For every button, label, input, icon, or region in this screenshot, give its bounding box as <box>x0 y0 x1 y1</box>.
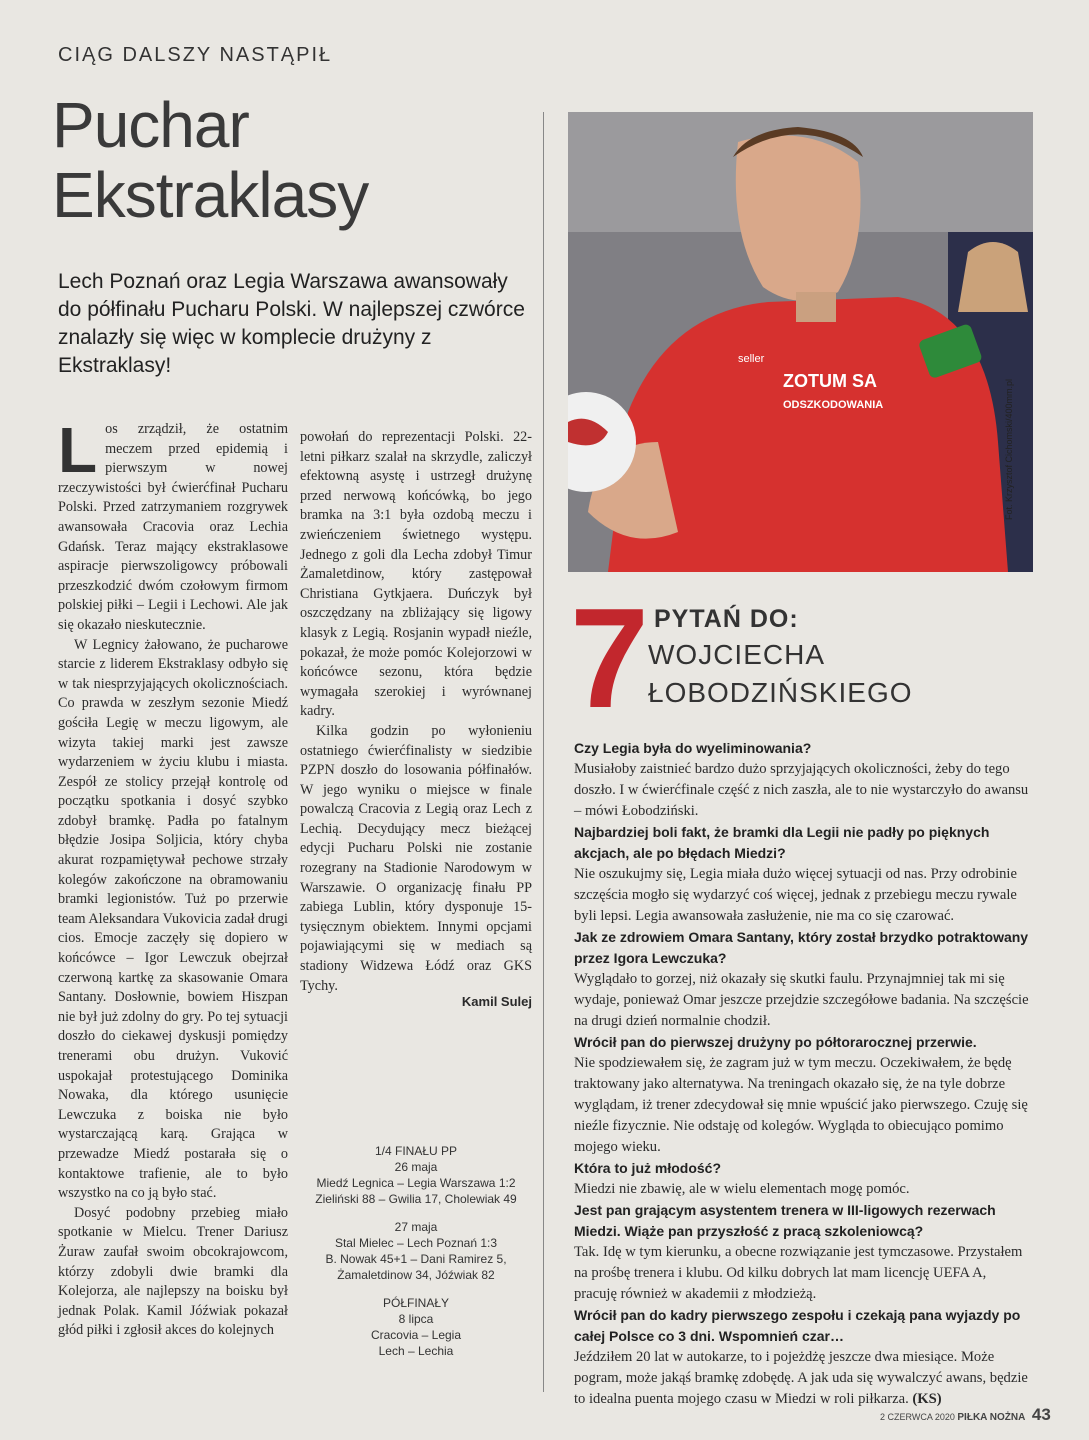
issue-date: 2 CZERWCA 2020 <box>880 1412 955 1422</box>
semis-heading: PÓŁFINAŁY <box>382 1296 450 1310</box>
interview-signature: (KS) <box>912 1391 942 1407</box>
paragraph: W Legnicy żałowano, że pucharowe starcie z liderem Ekstraklasy odbyło się w tak niesprzyjających okolicznościach. Co prawda w zeszłym sezonie Miedź gościła Legię w meczu ligowym, ale wizyta takiej marki jest zawsze wydarzeniem w życiu klubu i miasta. Zespół ze stolicy przejął kontrolę od początku spotkania i dosyć szybko zdobył bramkę. Padła po fatalnym błędzie Josipa Soljicia, który chyba akurat rozpamiętywał pechowe strzały kolegów zakończone na obramowaniu bramki legionistów. Tuż po przerwie team Aleksandara Vukovicia zadał drugi cios. Emocje zaczęły się dopiero w końcówce – Igor Lewczuk obejrzał czerwoną kartkę za skasowanie Omara Santany. Dosłownie, bowiem Hiszpan nie był już zdolny do gry. Po tej sytuacji doszło do ciekawej dyskusji pomiędzy trenerami obu drużyn. Vuković uspokajał protestującego Dominika Nowaka, dla którego usunięcie Lewczuka z boiska nie było wystarczającą karą. Grająca w przewadze Miedź postarała się o kontaktowe trafienie, ale to było wszystko na co ją było stać. <box>58 636 288 1202</box>
answer: Musiałoby zaistnieć bardzo dużo sprzyjających okoliczności, żeby do tego doszło. I w ćwierćfinale część z nich zaszła, ale to nie wystarczyło do awansu – mówi Łobodziński. <box>574 761 1029 819</box>
interview-body <box>574 738 1030 1410</box>
author-byline: Kamil Sulej <box>461 994 532 1009</box>
interview-label: PYTAŃ DO: <box>654 605 799 633</box>
match-date: 27 maja <box>394 1220 438 1234</box>
interview-header <box>570 579 1040 738</box>
page-number: 43 <box>1031 1405 1051 1424</box>
column-divider <box>543 112 544 1392</box>
interview-number: 7 <box>570 579 649 738</box>
kit-brand-text: seller <box>738 353 765 365</box>
sponsor-text: ZOTUM SA <box>783 371 877 391</box>
question: Jest pan grającym asystentem trenera w III-ligowych rezerwach Miedzi. Wiąże pan przyszłość z pracą szkoleniowcą? <box>574 1202 996 1239</box>
question: Wrócił pan do pierwszej drużyny po półtorarocznej przerwie. <box>574 1034 977 1050</box>
player-photo <box>568 112 1033 572</box>
paragraph: Los zrządził, że ostatnim meczem przed epidemią i pierwszym w nowej rzeczywistości był ćwierćfinał Pucharu Polski. Przed zatrzymaniem rozgrywek awansowała Cracovia oraz Lechia Gdańsk. Teraz mający ekstraklasowe aspiracje pierwszoligowcy próbowali przeszkodzić dwóm czołowym firmom polskiej piłki – Legii i Lechowi. Ale jak się okazało nieskutecznie. <box>58 414 288 633</box>
photo-credit: Fot. Krzysztof Cichomski/400mm.pl <box>1004 378 1014 520</box>
player-illustration <box>568 112 1033 572</box>
match-result: Miedź Legnica – Legia Warszawa 1:2 <box>316 1176 516 1190</box>
interviewee-first-name: WOJCIECHA <box>648 639 825 670</box>
answer: Nie oszukujmy się, Legia miała dużo więcej sytuacji od nas. Przy odrobinie szczęścia mogło się wydarzyć coś więcej, jednak z przebiegu meczu rywale byli lepsi. Legia awansowała zasłużenie, nie ma co się czarować. <box>574 866 1017 924</box>
question: Która to już młodość? <box>574 1160 721 1176</box>
question: Czy Legia była do wyeliminowania? <box>574 740 812 756</box>
answer: Tak. Idę w tym kierunku, a obecne rozwiązanie jest tymczasowe. Przystałem na prośbę trenera i klubu. Od kilku dobrych lat mam licencję UEFA A, pracuję również w akademii z młodzieżą. <box>574 1244 1023 1302</box>
article-column-2 <box>300 428 532 996</box>
article-lead: Lech Poznań oraz Legia Warszawa awansowały do półfinału Pucharu Polski. W najlepszej czwórce znalazły się więc w komplecie drużyny z Ekstraklasy! <box>58 270 525 377</box>
question: Jak ze zdrowiem Omara Santany, który został brzydko potraktowany przez Igora Lewczuka? <box>574 929 1029 966</box>
question: Najbardziej boli fakt, że bramki dla Legii nie padły po pięknych akcjach, ale po błędach Miedzi? <box>574 824 990 861</box>
page-footer <box>880 1405 1051 1425</box>
interviewee-last-name: ŁOBODZIŃSKIEGO <box>648 677 913 708</box>
drop-cap: L <box>58 414 98 486</box>
semi-pairing: Lech – Lechia <box>378 1344 454 1358</box>
match-scorers: Żamaletdinow 34, Jóźwiak 82 <box>337 1268 495 1282</box>
results-box <box>300 1143 532 1359</box>
semis-date: 8 lipca <box>398 1312 434 1326</box>
match-scorers: Zieliński 88 – Gwilia 17, Cholewiak 49 <box>315 1192 517 1206</box>
article-column-1 <box>58 414 288 1341</box>
paragraph: Kilka godzin po wyłonieniu ostatniego ćwierćfinalisty w siedzibie PZPN doszło do losowania półfinałów. W jego wyniku o miejsce w finale powalczą Cracovia z Legią oraz Lech z Lechią. Decydujący mecz bieżącej edycji Pucharu Polski nie zostanie rozegrany na Stadionie Narodowym w Warszawie. O organizację finału PP zabiega Lublin, który dysponuje 15-tysięcznym obiektem. Innymi opcjami pojawiającymi się w mediach są stadiony Widzewa Łódź oraz GKS Tychy. <box>300 722 532 994</box>
answer: Wyglądało to gorzej, niż okazały się skutki faulu. Przynajmniej tak mi się wydaje, ponieważ Omar jeszcze przejdzie szczegółowe badania. Na szczęście na drugi dzień normalnie chodził. <box>574 971 1029 1029</box>
match-date: 26 maja <box>394 1160 438 1174</box>
answer: Jeździłem 20 lat w autokarze, to i pojeżdżę jeszcze dwa miesiące. Może pogram, może jakąś bramkę zdobędę. A jak uda się wywalczyć awans, będzie to idealna puenta mojego czasu w Miedzi w roli piłkarza. (KS) <box>574 1349 1028 1407</box>
paragraph: powołań do reprezentacji Polski. 22-letni piłkarz szalał na skrzydle, zaliczył efektowną asystę i ustrzegł drużynę przed nerwową końcówką, bo jego bramka na 3:1 była ozdobą meczu i zwieńczeniem świetnego występu. Jednego z goli dla Lecha zdobył Timur Żamaletdinow, który zastępował Christiana Gytkjaera. Duńczyk był oszczędzany na zbliżający się ligowy klasyk z Legią. Rosjanin wypadł nieźle, pokazał, że może pomóc Kolejorzowi w końcówce sezonu, która będzie wymagała szerokiej i wyrównanej kadry. <box>300 429 532 720</box>
match-scorers: B. Nowak 45+1 – Dani Ramirez 5, <box>325 1252 507 1266</box>
paragraph: Dosyć podobny przebieg miało spotkanie w Mielcu. Trener Dariusz Żuraw zaufał swoim obcokrajowcom, którzy zdobyli dwie bramki dla Kolejorza, ale najlepszy na boisku był jednak Polak. Kamil Jóźwiak pokazał głód piłki i zgłosił akces do kolejnych <box>58 1204 288 1339</box>
section-kicker: CIĄG DALSZY NASTĄPIŁ <box>58 44 333 66</box>
answer: Nie spodziewałem się, że zagram już w tym meczu. Oczekiwałem, że będę traktowany jako alternatywa. Na treningach okazało się, że na tyle dobrze wyglądam, iż trener zdecydował się mnie wpuścić jako pierwszego. Czuję się nieźle fizycznie. Nie odstaję od kolegów. Wygląda to obiecująco pomimo mojego wieku. <box>574 1055 1028 1155</box>
semi-pairing: Cracovia – Legia <box>370 1328 462 1342</box>
match-result: Stal Mielec – Lech Poznań 1:3 <box>334 1236 498 1250</box>
magazine-name: PIŁKA NOŻNA <box>957 1412 1026 1423</box>
sponsor-subtext: ODSZKODOWANIA <box>783 399 884 411</box>
question: Wrócił pan do kadry pierwszego zespołu i czekają pana wyjazdy po całej Polsce co 3 dni. Wspomnień czar… <box>574 1307 1021 1344</box>
title-line-2: Ekstraklasy <box>52 159 369 231</box>
answer: Miedzi nie zbawię, ale w wielu elementach mogę pomóc. <box>574 1181 910 1197</box>
title-line-1: Puchar <box>52 89 249 161</box>
results-heading: 1/4 FINAŁU PP <box>374 1144 458 1158</box>
article-title <box>52 90 432 230</box>
